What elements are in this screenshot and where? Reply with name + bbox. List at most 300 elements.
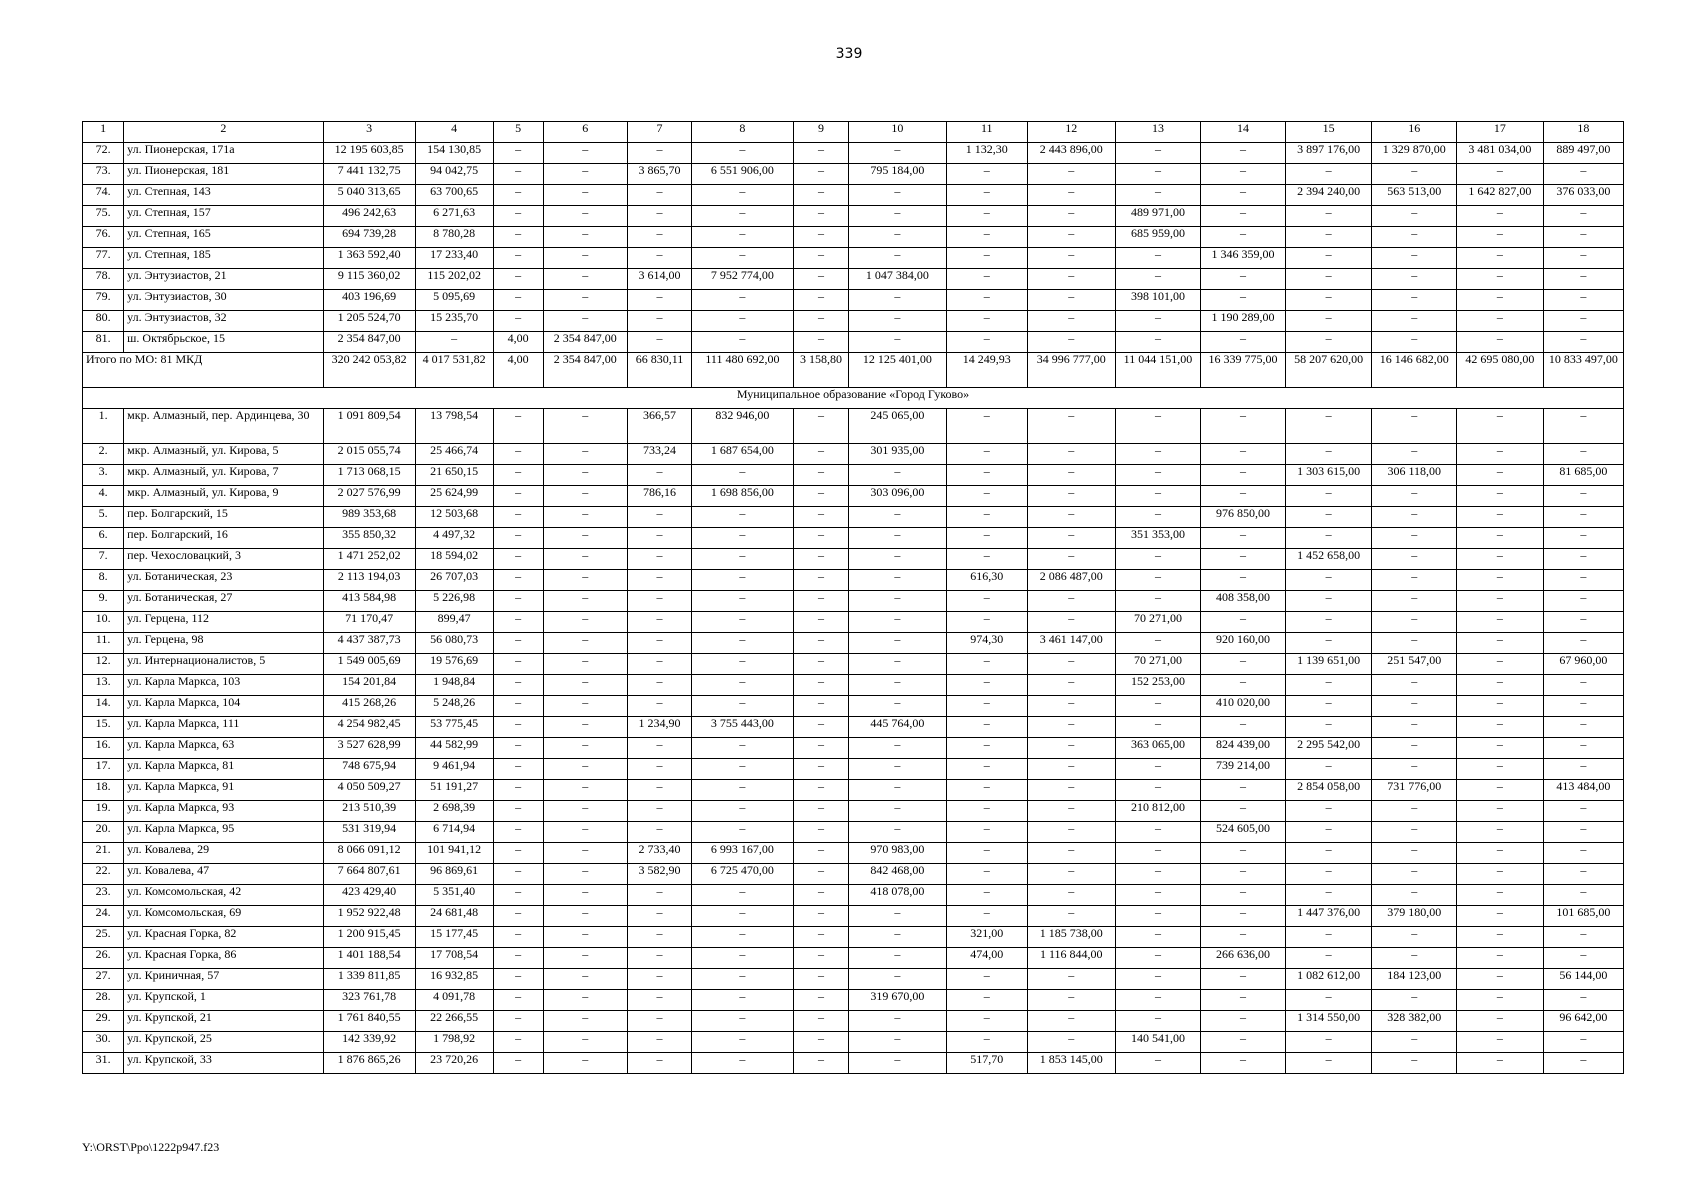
table-cell: – [793,570,848,591]
table-cell: 795 184,00 [849,164,947,185]
table-cell: 184 123,00 [1372,969,1457,990]
table-cell: – [1115,332,1201,353]
table-cell: – [1543,507,1623,528]
table-cell: 1 190 289,00 [1201,311,1286,332]
table-cell: – [1115,269,1201,290]
table-cell: – [1115,465,1201,486]
table-cell: 19. [83,801,124,822]
table-cell: 408 358,00 [1201,591,1286,612]
table-cell: 685 959,00 [1115,227,1201,248]
table-cell: 74. [83,185,124,206]
table-cell: ул. Степная, 157 [124,206,323,227]
table-cell: – [1372,248,1457,269]
table-cell: – [543,570,628,591]
table-cell: – [1456,1032,1543,1053]
column-number-row [83,122,1624,143]
table-cell: – [849,633,947,654]
table-cell: – [793,1011,848,1032]
table-cell: 30. [83,1032,124,1053]
table-cell: – [493,1032,543,1053]
table-row [83,332,1624,353]
table-cell: 9 461,94 [415,759,493,780]
table-cell: – [543,444,628,465]
table-cell: – [691,612,793,633]
table-cell: – [691,549,793,570]
table-cell: 17 233,40 [415,248,493,269]
table-cell: – [628,591,692,612]
table-cell: – [946,164,1027,185]
table-cell: – [493,528,543,549]
table-cell: – [1456,570,1543,591]
table-cell: 1 642 827,00 [1456,185,1543,206]
table-cell: – [1372,633,1457,654]
table-cell: – [1543,738,1623,759]
table-cell: – [793,843,848,864]
table-cell: ул. Комсомольская, 69 [124,906,323,927]
table-cell: – [691,969,793,990]
table-cell: 31. [83,1053,124,1074]
table-cell: – [1543,206,1623,227]
table-cell: – [793,822,848,843]
table-cell: 3 865,70 [628,164,692,185]
table-cell: ул. Степная, 165 [124,227,323,248]
table-cell: – [946,990,1027,1011]
table-cell: – [1543,164,1623,185]
table-cell: – [543,143,628,164]
table-cell: – [493,465,543,486]
table-cell: – [1543,759,1623,780]
table-cell: 1 200 915,45 [323,927,415,948]
table-cell: – [1201,465,1286,486]
table-cell: ул. Крупской, 21 [124,1011,323,1032]
table-row [83,591,1624,612]
table-cell: – [628,906,692,927]
table-cell: – [543,717,628,738]
table-cell: – [1285,822,1372,843]
table-cell: – [1285,864,1372,885]
table-row [83,248,1624,269]
table-row [83,227,1624,248]
table-cell: 10 [849,122,947,143]
table-cell: – [946,843,1027,864]
table-cell: – [849,206,947,227]
table-cell: – [793,507,848,528]
table-cell: 1 687 654,00 [691,444,793,465]
table-cell: 1 876 865,26 [323,1053,415,1074]
table-cell: – [1456,969,1543,990]
table-row [83,1032,1624,1053]
table-cell: 415 268,26 [323,696,415,717]
table-cell: – [793,143,848,164]
table-cell: 16 339 775,00 [1201,353,1286,388]
table-cell: – [1285,990,1372,1011]
table-cell: – [628,675,692,696]
table-cell: – [1543,675,1623,696]
table-cell: – [1456,248,1543,269]
table-cell: 14 [1201,122,1286,143]
table-cell: – [543,486,628,507]
table-cell: 2 027 576,99 [323,486,415,507]
table-cell: – [1456,507,1543,528]
table-cell: 328 382,00 [1372,1011,1457,1032]
table-cell: – [628,332,692,353]
table-cell: ул. Ковалева, 29 [124,843,323,864]
table-cell: – [849,143,947,164]
table-cell: 1 471 252,02 [323,549,415,570]
table-cell: – [1372,269,1457,290]
table-cell: – [849,570,947,591]
table-cell: – [543,696,628,717]
table-cell: – [1543,1053,1623,1074]
table-cell: – [493,206,543,227]
table-cell: – [691,654,793,675]
table-cell: 12 195 603,85 [323,143,415,164]
table-cell: 16 146 682,00 [1372,353,1457,388]
table-cell: – [1543,822,1623,843]
table-cell: 2 354 847,00 [323,332,415,353]
table-cell: 20. [83,822,124,843]
table-cell: 474,00 [946,948,1027,969]
table-row [83,1053,1624,1074]
table-cell: – [946,696,1027,717]
table-cell: – [493,507,543,528]
table-cell: 76. [83,227,124,248]
table-cell: 842 468,00 [849,864,947,885]
table-cell: – [691,507,793,528]
table-cell: – [691,591,793,612]
table-cell: 66 830,11 [628,353,692,388]
table-cell: ул. Карла Маркса, 91 [124,780,323,801]
table-row [83,885,1624,906]
table-cell: 14 249,93 [946,353,1027,388]
table-cell: – [849,738,947,759]
table-cell: 24. [83,906,124,927]
table-cell: – [628,1053,692,1074]
table-cell: – [946,290,1027,311]
table-cell: – [849,948,947,969]
table-cell: – [543,822,628,843]
table-cell: 4,00 [493,332,543,353]
table-cell: 1 346 359,00 [1201,248,1286,269]
table-row [83,822,1624,843]
table-cell: – [849,465,947,486]
table-cell: ул. Красная Горка, 86 [124,948,323,969]
table-cell: – [1456,612,1543,633]
table-cell: – [1027,612,1115,633]
table-cell: 3 461 147,00 [1027,633,1115,654]
table-cell: 6. [83,528,124,549]
table-cell: – [1115,822,1201,843]
table-cell: – [849,822,947,843]
table-cell: – [1027,409,1115,444]
table-cell: – [493,612,543,633]
table-cell: – [1115,570,1201,591]
table-cell: – [628,969,692,990]
table-cell: – [628,185,692,206]
table-cell: 8 [691,122,793,143]
table-cell: – [1372,801,1457,822]
table-cell: – [793,409,848,444]
table-cell: – [628,927,692,948]
table-cell: – [691,248,793,269]
table-cell: – [493,759,543,780]
table-cell: – [691,528,793,549]
table-cell: 423 429,40 [323,885,415,906]
table-row [83,759,1624,780]
table-cell: 5. [83,507,124,528]
table-cell: – [1201,227,1286,248]
table-cell: – [793,269,848,290]
table-cell: – [493,486,543,507]
table-cell: – [543,206,628,227]
table-cell: 748 675,94 [323,759,415,780]
table-cell: – [1027,444,1115,465]
table-row [83,507,1624,528]
table-cell: – [1372,948,1457,969]
table-cell: 2 015 055,74 [323,444,415,465]
table-cell: – [1027,528,1115,549]
table-cell: – [691,185,793,206]
table-cell: 15 177,45 [415,927,493,948]
table-cell: 889 497,00 [1543,143,1623,164]
table-cell: – [543,409,628,444]
table-cell: – [691,206,793,227]
table-cell: – [946,185,1027,206]
table-cell: – [1372,696,1457,717]
table-cell: – [1027,1011,1115,1032]
table-cell: ул. Энтузиастов, 30 [124,290,323,311]
table-cell: 25. [83,927,124,948]
table-cell: 56 144,00 [1543,969,1623,990]
table-cell: – [1285,717,1372,738]
table-cell: – [1285,1053,1372,1074]
table-cell: – [1201,927,1286,948]
table-cell: – [793,864,848,885]
table-cell: – [1115,486,1201,507]
table-cell: – [1027,822,1115,843]
table-cell: – [1115,759,1201,780]
table-cell: 6 [543,122,628,143]
table-cell: 1 952 922,48 [323,906,415,927]
table-cell: – [493,269,543,290]
table-cell: – [493,885,543,906]
table-cell: – [946,1032,1027,1053]
table-cell: 210 812,00 [1115,801,1201,822]
table-cell: – [1201,654,1286,675]
table-cell: – [691,801,793,822]
table-cell: 42 695 080,00 [1456,353,1543,388]
table-cell: – [1201,612,1286,633]
table-cell: – [493,696,543,717]
table-cell: 28. [83,990,124,1011]
table-cell: – [1543,570,1623,591]
table-cell: 56 080,73 [415,633,493,654]
page-number: 339 [835,46,863,62]
table-cell: – [946,738,1027,759]
table-cell: – [691,465,793,486]
table-cell: – [628,143,692,164]
table-cell: – [1027,591,1115,612]
table-cell: – [793,549,848,570]
table-cell: – [493,990,543,1011]
table-cell: 4 050 509,27 [323,780,415,801]
table-cell: 563 513,00 [1372,185,1457,206]
table-cell: – [1027,332,1115,353]
table-cell: 7 [628,122,692,143]
table-cell: – [1115,549,1201,570]
table-cell: 8 780,28 [415,227,493,248]
table-cell: – [628,948,692,969]
table-cell: – [1027,248,1115,269]
table-cell: – [1027,269,1115,290]
table-cell: – [946,612,1027,633]
table-cell: 5 040 313,65 [323,185,415,206]
table-cell: 4 [415,122,493,143]
table-cell: ул. Пионерская, 181 [124,164,323,185]
table-cell: – [1456,1053,1543,1074]
table-cell: – [1456,409,1543,444]
table-row [83,465,1624,486]
table-cell: – [1027,1032,1115,1053]
section-title-row [83,388,1624,409]
table-cell: – [1027,206,1115,227]
table-cell: – [1456,927,1543,948]
table-cell: – [628,633,692,654]
table-cell: 363 065,00 [1115,738,1201,759]
table-cell: – [628,822,692,843]
table-cell: – [1372,227,1457,248]
table-cell: – [1201,332,1286,353]
table-cell: – [493,143,543,164]
table-cell: – [1372,675,1457,696]
table-cell: – [543,248,628,269]
table-cell: – [1456,290,1543,311]
table-cell: – [946,822,1027,843]
table-cell: – [493,549,543,570]
table-cell: 6 551 906,00 [691,164,793,185]
table-cell: 2 394 240,00 [1285,185,1372,206]
table-row [83,290,1624,311]
table-cell: – [1201,969,1286,990]
table-cell: – [1285,507,1372,528]
table-cell: – [946,248,1027,269]
table-cell: – [1285,591,1372,612]
table-cell: – [849,185,947,206]
table-cell: 1. [83,409,124,444]
table-cell: 26. [83,948,124,969]
table-cell: 413 484,00 [1543,780,1623,801]
table-cell: – [946,906,1027,927]
table-cell: – [628,801,692,822]
table-cell: – [1456,486,1543,507]
table-cell: 15 235,70 [415,311,493,332]
table-cell: 524 605,00 [1201,822,1286,843]
table-cell: – [493,1011,543,1032]
table-cell: 22. [83,864,124,885]
table-cell: мкр. Алмазный, ул. Кирова, 9 [124,486,323,507]
table-cell: – [1456,465,1543,486]
table-cell: – [1201,906,1286,927]
table-cell: 22 266,55 [415,1011,493,1032]
table-cell: 3 527 628,99 [323,738,415,759]
table-cell: 989 353,68 [323,507,415,528]
table-cell: – [543,591,628,612]
table-cell: 694 739,28 [323,227,415,248]
table-cell: – [691,332,793,353]
table-cell: 2 354 847,00 [543,353,628,388]
table-cell: – [493,843,543,864]
table-cell: – [793,885,848,906]
table-cell: – [1201,864,1286,885]
table-cell: 5 226,98 [415,591,493,612]
table-cell: – [493,948,543,969]
table-cell: – [1372,612,1457,633]
table-cell: 9. [83,591,124,612]
table-cell: 1 234,90 [628,717,692,738]
table-cell: 4 091,78 [415,990,493,1011]
table-cell: – [849,290,947,311]
table-cell: ул. Герцена, 112 [124,612,323,633]
table-cell: – [849,1053,947,1074]
table-cell: 6 725 470,00 [691,864,793,885]
table-cell: 2 354 847,00 [543,332,628,353]
table-cell: – [691,696,793,717]
table-cell: – [1201,206,1286,227]
table-cell: 9 [793,122,848,143]
table-cell: – [1372,549,1457,570]
table-cell: 319 670,00 [849,990,947,1011]
table-cell: – [1372,311,1457,332]
table-cell: – [1456,444,1543,465]
table-cell: ул. Красная Горка, 82 [124,927,323,948]
table-cell: 2. [83,444,124,465]
table-cell: – [691,906,793,927]
table-cell: – [1115,948,1201,969]
table-cell: – [1372,864,1457,885]
table-cell: 2 733,40 [628,843,692,864]
table-cell: 266 636,00 [1201,948,1286,969]
table-cell: – [793,675,848,696]
table-cell: – [1285,570,1372,591]
table-cell: 899,47 [415,612,493,633]
table-cell: – [849,696,947,717]
table-cell: – [849,612,947,633]
table-cell: – [1543,591,1623,612]
table-cell: – [849,801,947,822]
table-cell: ул. Карла Маркса, 103 [124,675,323,696]
table-cell: 739 214,00 [1201,759,1286,780]
table-row [83,927,1624,948]
table-row [83,654,1624,675]
table-cell: мкр. Алмазный, ул. Кирова, 7 [124,465,323,486]
table-cell: – [1027,801,1115,822]
table-cell: 6 993 167,00 [691,843,793,864]
table-cell: – [1201,143,1286,164]
table-cell: – [543,969,628,990]
table-cell: – [1115,885,1201,906]
table-cell: 152 253,00 [1115,675,1201,696]
table-cell: – [793,780,848,801]
table-cell: 398 101,00 [1115,290,1201,311]
table-cell: – [691,675,793,696]
table-cell: – [946,549,1027,570]
table-cell: – [628,227,692,248]
table-cell: – [691,822,793,843]
table-cell: ул. Карла Маркса, 93 [124,801,323,822]
table-cell: 75. [83,206,124,227]
table-cell: ул. Крупской, 25 [124,1032,323,1053]
table-cell: 320 242 053,82 [323,353,415,388]
